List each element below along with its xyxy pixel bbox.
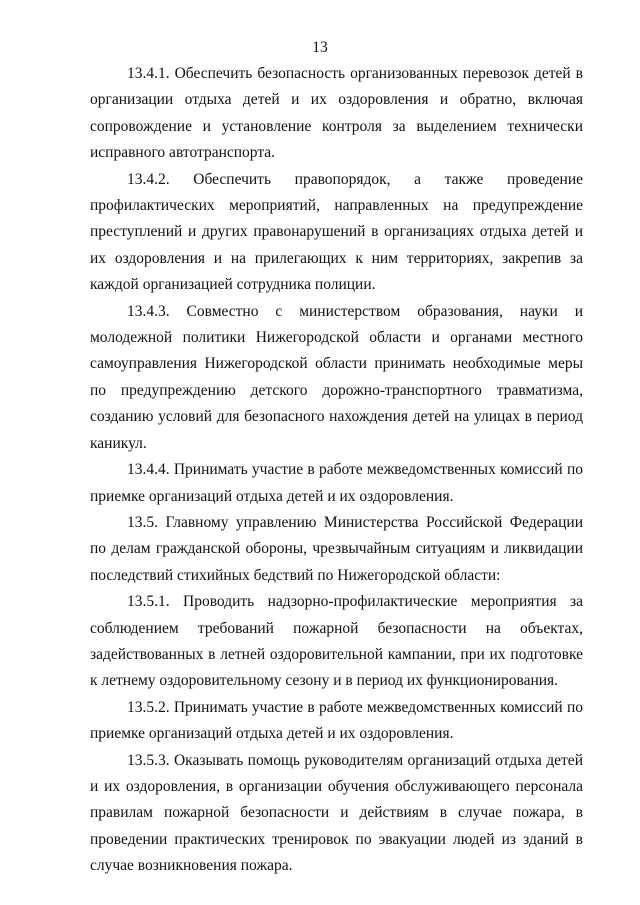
paragraph-13-5: 13.5. Главному управлению Министерства Российской Федерации по делам гражданской обороны, чрезвычайным ситуациям и ликвидации последствий стихийных бедствий по Нижегородской области: — [90, 513, 583, 584]
page-number: 13 — [312, 39, 328, 56]
paragraph-13-4-1: 13.4.1. Обеспечить безопасность организованных перевозок детей в организации отдыха детей и их оздоровления и обратно, включая сопровождение и установление контроля за выделением технически исправного автотранспорта. — [90, 65, 583, 162]
paragraph-13-5-2: 13.5.2. Принимать участие в работе межведомственных комиссий по приемке организаций отдыха детей и их оздоровления. — [90, 698, 583, 743]
document-body — [90, 61, 583, 880]
paragraph-13-4-2: 13.4.2. Обеспечить правопорядок, а также проведение профилактических мероприятий, направленных на предупреждение преступлений и других правонарушений в организациях отдыха детей и их оздоровления и на прилегающих к ним территориях, закрепив за каждой организацией сотрудника полиции. — [90, 170, 583, 294]
paragraph-13-5-3: 13.5.3. Оказывать помощь руководителям организаций отдыха детей и их оздоровления, в организации обучения обслуживающего персонала правилам пожарной безопасности и действиям в случае пожара, в проведении практических тренировок по эвакуации людей из зданий в случае возникновения пожара. — [90, 751, 583, 875]
paragraph-13-5-1: 13.5.1. Проводить надзорно-профилактические мероприятия за соблюдением требований пожарной безопасности на объектах, задействованных в летней оздоровительной кампании, при их подготовке к летнему оздоровительному сезону и в период их функционирования. — [90, 593, 583, 690]
paragraph-13-4-3: 13.4.3. Совместно с министерством образования, науки и молодежной политики Нижегородской области и органами местного самоуправления Нижегородской области принимать необходимые меры по предупреждению детского дорожно-транспортного травматизма, созданию условий для безопасного нахождения детей на улицах в период каникул. — [90, 302, 583, 452]
paragraph-13-4-4: 13.4.4. Принимать участие в работе межведомственных комиссий по приемке организаций отдыха детей и их оздоровления. — [90, 461, 583, 505]
